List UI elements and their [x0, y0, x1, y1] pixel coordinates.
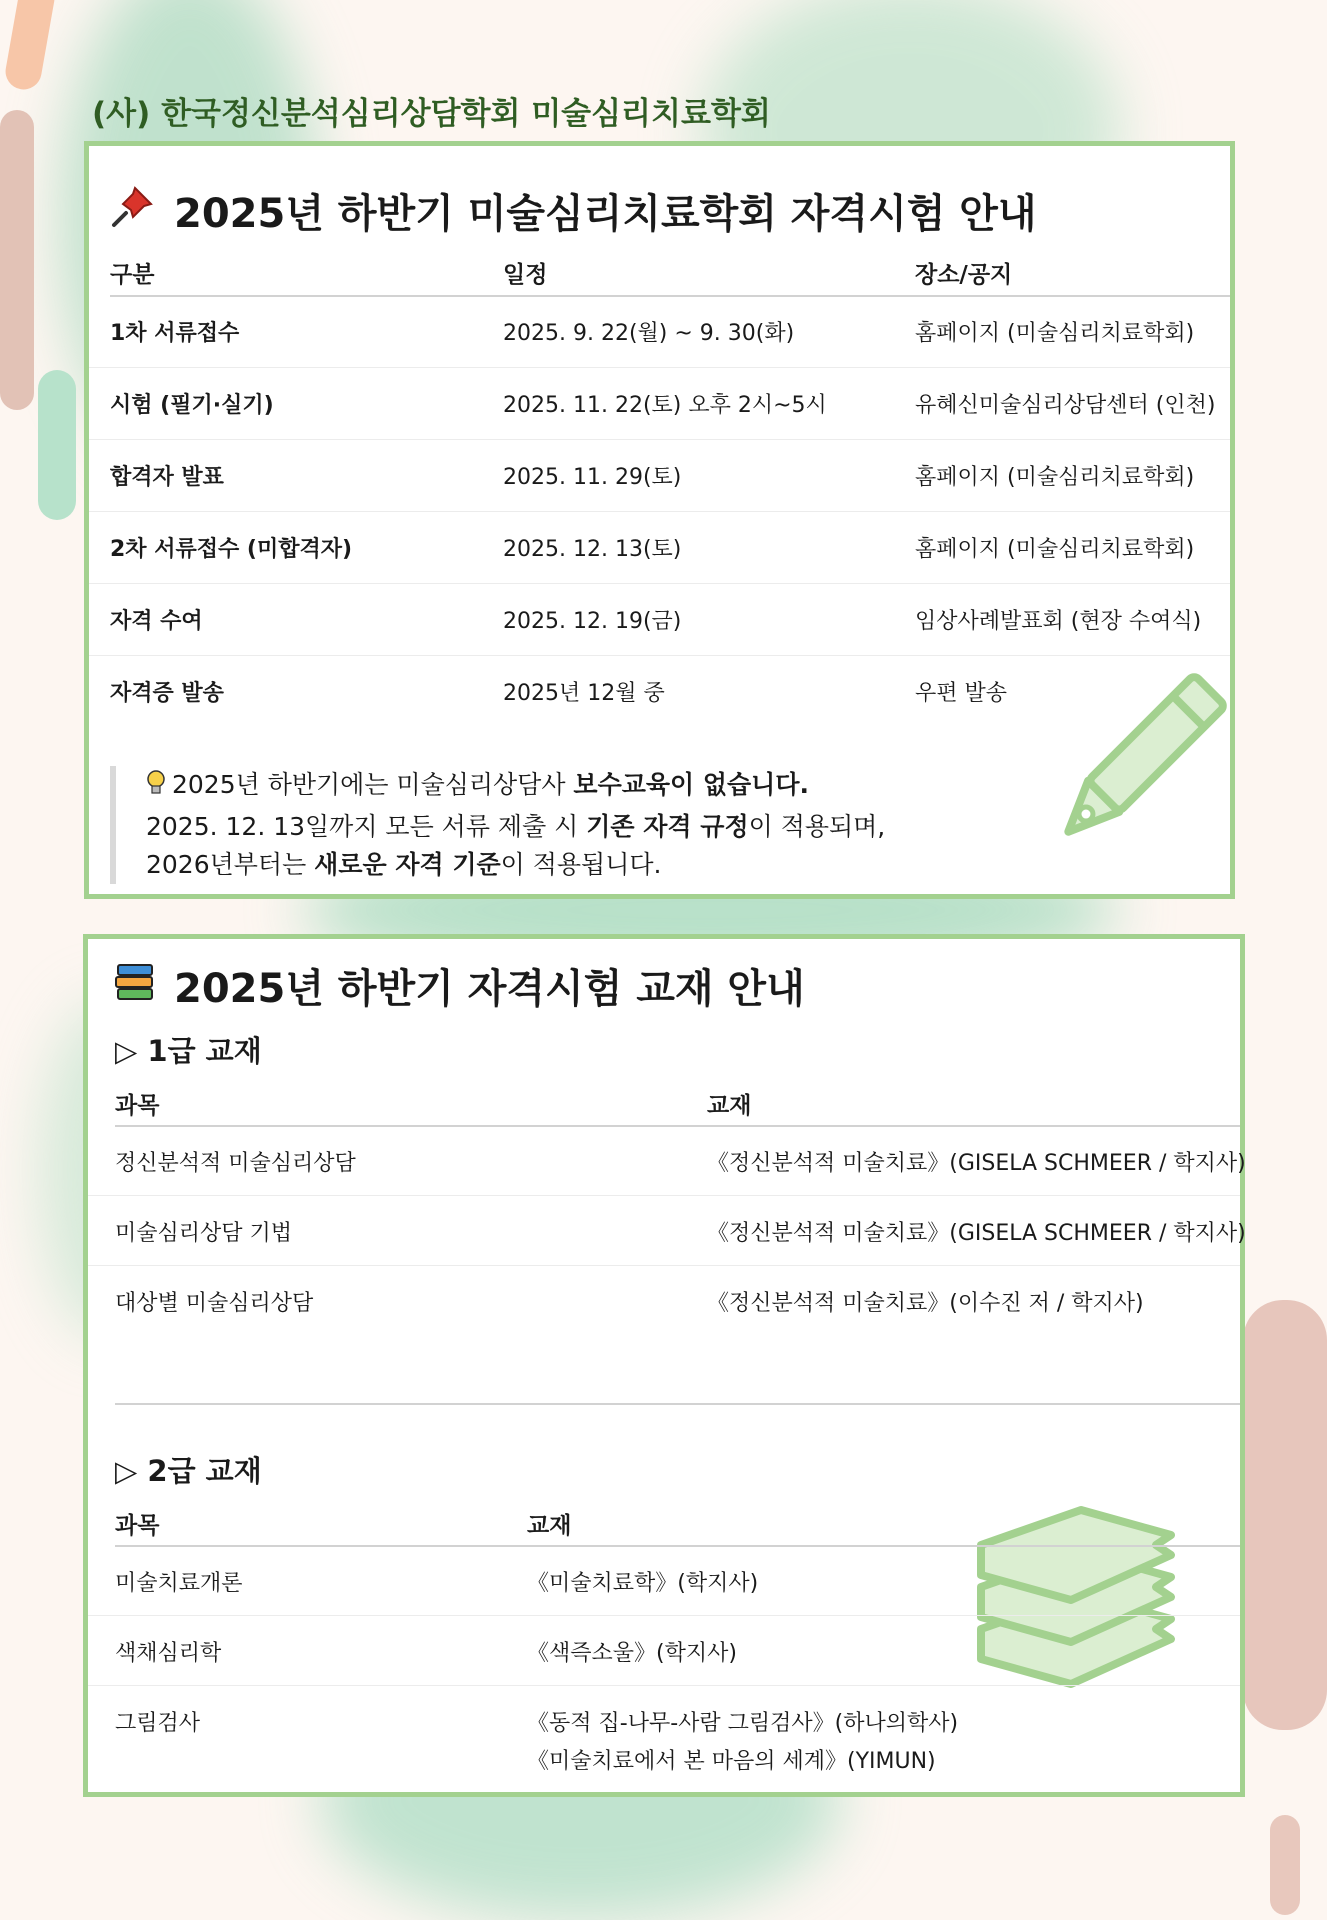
- pencil-icon: [1044, 666, 1234, 856]
- table-row: [88, 1546, 1240, 1616]
- level2-table-header: [88, 1507, 1240, 1537]
- level1-heading: ▷ 1급 교재: [115, 1034, 262, 1068]
- notice-emphasis: 기존 자격 규정: [586, 812, 749, 841]
- row-date: 2025. 9. 22(월) ~ 9. 30(화): [503, 321, 795, 346]
- header-category: 구분: [110, 262, 155, 288]
- pushpin-icon: [111, 184, 155, 228]
- row-place: 유혜신미술심리상담센터 (인천): [915, 393, 1216, 418]
- row-date: 2025. 12. 19(금): [503, 609, 682, 634]
- textbook-card: [83, 934, 1245, 1797]
- row-subject: 색채심리학: [115, 1641, 222, 1666]
- table-row: [88, 1126, 1246, 1196]
- row-subject: 대상별 미술심리상담: [115, 1291, 314, 1316]
- row-place: 우편 발송: [915, 681, 1008, 706]
- header-book: 교재: [527, 1513, 572, 1539]
- row-date: 2025. 12. 13(토): [503, 537, 682, 562]
- row-place: 임상사례발표회 (현장 수여식): [915, 609, 1202, 634]
- header-subject: 과목: [115, 1513, 160, 1539]
- row-book: 《정신분석적 미술치료》(GISELA SCHMEER / 학지사): [707, 1221, 1246, 1246]
- row-date: 2025년 12월 중: [503, 681, 665, 706]
- header-date: 일정: [503, 262, 548, 288]
- row-date: 2025. 11. 22(토) 오후 2시~5시: [503, 393, 827, 418]
- notice-text: 2026년부터는: [146, 850, 315, 879]
- row-book: 《색즉소울》(학지사): [527, 1641, 737, 1666]
- notice-line-3: [146, 846, 946, 884]
- books-icon: [114, 961, 156, 1003]
- notice-text: 이 적용되며,: [748, 812, 886, 841]
- notice-emphasis: 보수교육이 없습니다.: [573, 770, 809, 799]
- schedule-table-header: [89, 256, 1230, 286]
- row-subject: 미술심리상담 기법: [115, 1221, 293, 1246]
- row-subject: 그림검사: [115, 1711, 201, 1736]
- section-divider: [115, 1403, 1240, 1405]
- table-row: [88, 1266, 1240, 1335]
- row-book: 《정신분석적 미술치료》(GISELA SCHMEER / 학지사): [707, 1151, 1246, 1176]
- header-subject: 과목: [115, 1093, 160, 1119]
- row-place: 홈페이지 (미술심리치료학회): [915, 537, 1195, 562]
- row-book: 《동적 집-나무-사람 그림검사》(하나의학사): [527, 1711, 959, 1736]
- notice-text: 이 적용됩니다.: [500, 850, 662, 879]
- table-row: [89, 440, 1230, 512]
- header-place: 장소/공지: [915, 262, 1013, 288]
- exam-schedule-card: [84, 141, 1235, 899]
- table-row: [89, 296, 1230, 368]
- notice-text: 2025. 12. 13일까지 모든 서류 제출 시: [146, 812, 587, 841]
- row-place: 홈페이지 (미술심리치료학회): [915, 321, 1195, 346]
- notice-callout: [110, 766, 946, 884]
- row-book: 《미술치료학》(학지사): [527, 1571, 759, 1596]
- table-row: [88, 1196, 1246, 1266]
- lightbulb-icon: [146, 769, 166, 808]
- row-subject: 정신분석적 미술심리상담: [115, 1151, 356, 1176]
- header-book: 교재: [707, 1093, 752, 1119]
- table-row: [89, 512, 1230, 584]
- row-category: 시험 (필기·실기): [110, 393, 274, 418]
- notice-line-2: [146, 808, 946, 846]
- table-row: [89, 584, 1230, 656]
- row-category: 1차 서류접수: [110, 321, 240, 346]
- row-book: 《정신분석적 미술치료》(이수진 저 / 학지사): [707, 1291, 1144, 1316]
- table-row: [88, 1686, 1240, 1786]
- notice-line-1: [146, 766, 946, 808]
- row-book-secondary: 《미술치료에서 본 마음의 세계》(YIMUN): [527, 1749, 936, 1774]
- row-subject: 미술치료개론: [115, 1571, 243, 1596]
- row-category: 합격자 발표: [110, 465, 224, 490]
- schedule-title: 2025년 하반기 미술심리치료학회 자격시험 안내: [174, 191, 1037, 237]
- notice-emphasis: 새로운 자격 기준: [314, 850, 501, 879]
- row-category: 2차 서류접수 (미합격자): [110, 537, 353, 562]
- notice-text: 2025년 하반기에는 미술심리상담사: [172, 770, 574, 799]
- row-place: 홈페이지 (미술심리치료학회): [915, 465, 1195, 490]
- level1-table-header: [88, 1087, 1240, 1117]
- organization-title: (사) 한국정신분석심리상담학회 미술심리치료학회: [92, 96, 771, 132]
- table-row: [88, 1616, 1240, 1686]
- row-category: 자격 수여: [110, 609, 203, 634]
- textbook-title: 2025년 하반기 자격시험 교재 안내: [174, 966, 805, 1012]
- row-category: 자격증 발송: [110, 681, 224, 706]
- row-date: 2025. 11. 29(토): [503, 465, 682, 490]
- table-row: [89, 368, 1230, 440]
- level2-heading: ▷ 2급 교재: [115, 1454, 262, 1488]
